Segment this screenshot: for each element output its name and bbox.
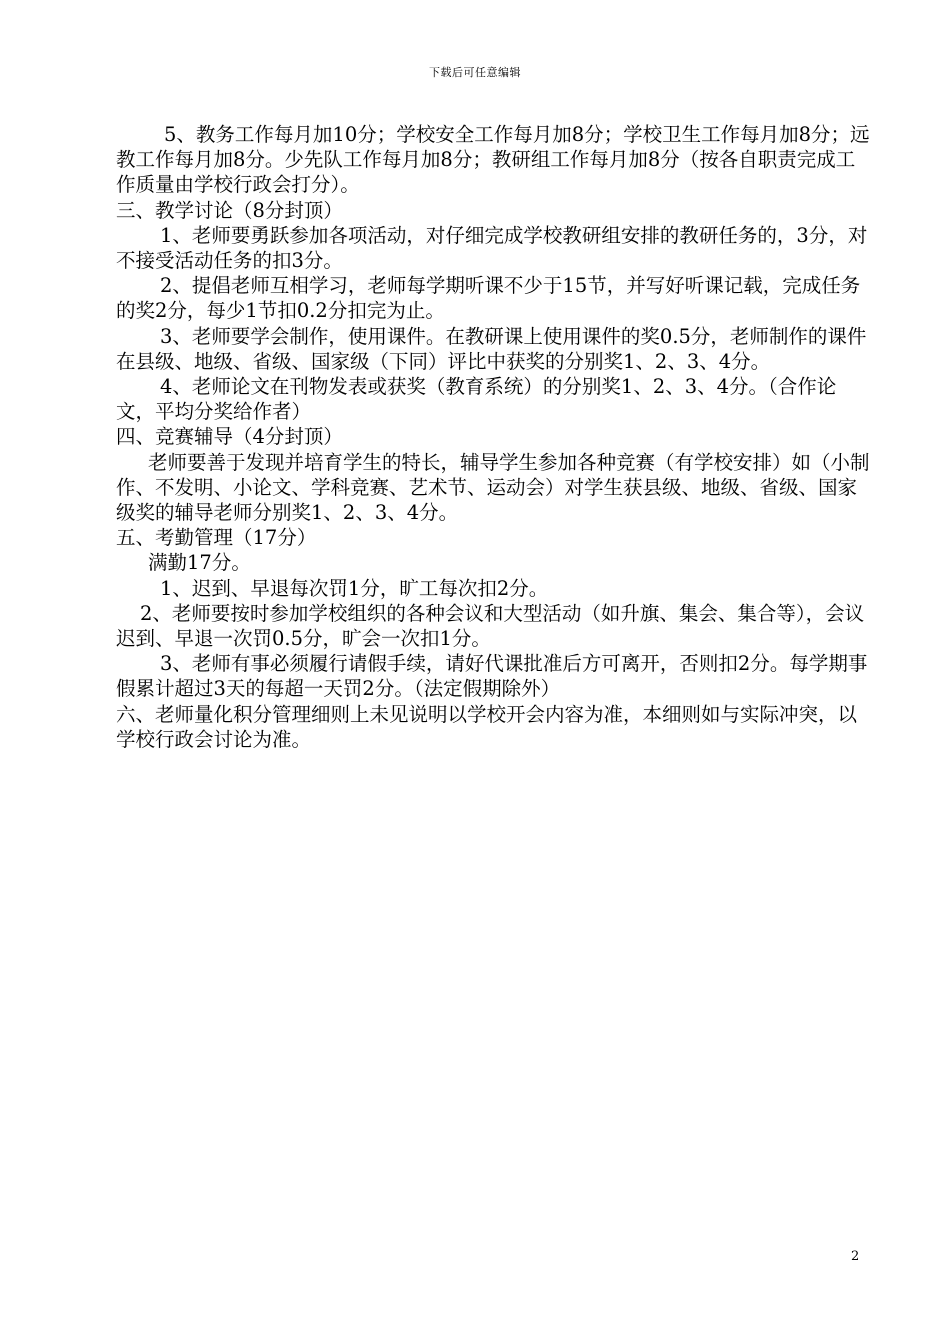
paragraph-meetings: 2、老师要按时参加学校组织的各种会议和大型活动（如升旗、集会、集合等），会议迟到、早退一次罚0.5分，旷会一次扣1分。	[116, 601, 865, 651]
paragraph-leave: 3、老师有事必须履行请假手续，请好代课批准后方可离开，否则扣2分。每学期事假累计超过3天的每超一天罚2分。（法定假期除外）	[116, 652, 868, 701]
paragraph-courseware: 3、老师要学会制作，使用课件。在教研课上使用课件的奖0.5分，老师制作的课件在县级、地级、省级、国家级（下同）评比中获奖的分别奖1、2、3、4分。	[116, 324, 867, 373]
paragraph-research-activities: 1、老师要勇跃参加各项活动，对仔细完成学校教研组安排的教研任务的，3分，对不接受活动任务的扣3分。	[116, 223, 868, 273]
paragraph-papers: 4、老师论文在刊物发表或获奖（教育系统）的分别奖1、2、3、4分。（合作论文，平均分奖给作者）	[116, 375, 837, 424]
document-body	[116, 122, 872, 752]
paragraph-full-attendance: 满勤17分。	[148, 551, 251, 575]
page-number: 2	[851, 1249, 860, 1264]
paragraph-lesson-observation: 2、提倡老师互相学习，老师每学期听课不少于15节，并写好听课记载，完成任务的奖2分，每少1节扣0.2分扣完为止。	[116, 274, 861, 323]
page-header: 下载后可任意编辑	[429, 66, 521, 79]
paragraph-late-absence: 1、迟到、早退每次罚1分，旷工每次扣2分。	[160, 576, 549, 600]
paragraph-item-5-workload: 5、教务工作每月加10分；学校安全工作每月加8分；学校卫生工作每月加8分；远教工作每月加8分。少先队工作每月加8分；教研组工作每月加8分（按各自职责完成工作质量由学校行政会打分）。	[116, 123, 870, 197]
paragraph-competition-guidance: 老师要善于发现并培育学生的特长，辅导学生参加各种竞赛（有学校安排）如（小制作、不发明、小论文、学科竞赛、艺术节、运动会）对学生获县级、地级、省级、国家级奖的辅导老师分别奖1、2、3、4分。	[116, 450, 870, 525]
section-heading-competition: 四、竞赛辅导（4分封顶）	[116, 425, 343, 449]
section-heading-attendance: 五、考勤管理（17分）	[116, 526, 317, 550]
section-heading-final-note: 六、老师量化积分管理细则上未见说明以学校开会内容为准，本细则如与实际冲突，以学校行政会讨论为准。	[116, 702, 858, 751]
section-heading-teaching-research: 三、教学讨论（8分封顶）	[116, 198, 343, 222]
